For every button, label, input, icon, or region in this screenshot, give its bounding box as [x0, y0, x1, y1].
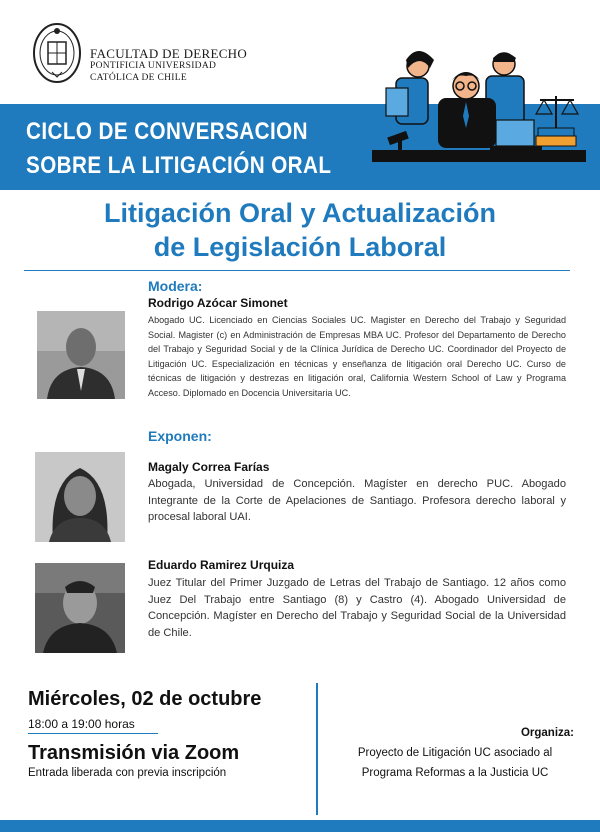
faculty-name: FACULTAD DE DERECHO — [90, 46, 248, 61]
person-photo-icon — [37, 311, 125, 399]
bottom-bar — [0, 820, 600, 832]
moderator-photo — [37, 311, 125, 399]
stream-info: Transmisión via Zoom — [28, 742, 240, 764]
footer-divider — [316, 683, 318, 815]
time-underline — [28, 733, 158, 734]
moderator-bio: Abogado UC. Licenciado en Ciencias Sociales UC. Magister en Derecho del Trabajo y Seguridad Social. Magister (c) en Administración de Empresas MBA UC. Profesor del Departamento de Derecho del Trabajo y Seguridad Social y de la Clínica Jurídica de Derecho UC. Coordinador del Proyecto de Litigación UC. Especialización en técnicas y enseñanza de litigación oral Derecho UC. Curso de técnicas de litigación y destrezas en litigación oral, California Western School of Law y Programa Acceso. Diplomado en Docencia Universitaria UC. — [148, 315, 566, 398]
event-title-line2: de Legislación Laboral — [153, 232, 447, 262]
organizer-line2: Programa Reformas a la Justicia UC — [361, 767, 549, 779]
speaker-bio: Juez Titular del Primer Juzgado de Letras del Trabajo de Santiago. 12 años como Juez Del Trabajo entre Santiago (8) y Castro (4). Abogado Universidad de Concepción. Magíster en Derecho del Trabajo y Seguridad Social de la Universidad de Chile. — [148, 577, 566, 639]
title-divider — [24, 270, 570, 271]
event-date: Miércoles, 02 de octubre — [28, 688, 262, 710]
university-name-line2: CATÓLICA DE CHILE — [90, 73, 187, 83]
speaker-photo — [35, 452, 125, 542]
organizer-line1: Proyecto de Litigación UC asociado al — [357, 747, 553, 759]
person-photo-icon — [35, 563, 125, 653]
organizer-label: Organiza: — [520, 727, 574, 739]
university-name-line1: PONTIFICIA UNIVERSIDAD — [90, 61, 217, 71]
event-time: 18:00 a 19:00 horas — [28, 717, 135, 731]
speaker-name: Eduardo Ramirez Urquiza — [148, 558, 295, 572]
entry-info: Entrada liberada con previa inscripción — [28, 767, 227, 779]
moderator-name: Rodrigo Azócar Simonet — [148, 296, 288, 310]
lawyers-illustration — [368, 36, 590, 170]
person-photo-icon — [35, 452, 125, 542]
banner-title-line1: CICLO DE CONVERSACION — [26, 118, 308, 145]
moderator-label: Modera: — [148, 278, 203, 294]
banner-title-line2: SOBRE LA LITIGACIÓN ORAL — [26, 152, 332, 179]
university-seal-icon — [32, 22, 82, 84]
event-title-line1: Litigación Oral y Actualización — [103, 198, 497, 228]
speakers-label: Exponen: — [148, 428, 212, 444]
speaker-name: Magaly Correa Farías — [148, 460, 270, 474]
speaker-bio: Abogada, Universidad de Concepción. Magíster en derecho PUC. Abogado Integrante de la Corte de Apelaciones de Santiago. Profesora derecho laboral y procesal laboral UAI. — [148, 478, 566, 523]
speaker-photo — [35, 563, 125, 653]
